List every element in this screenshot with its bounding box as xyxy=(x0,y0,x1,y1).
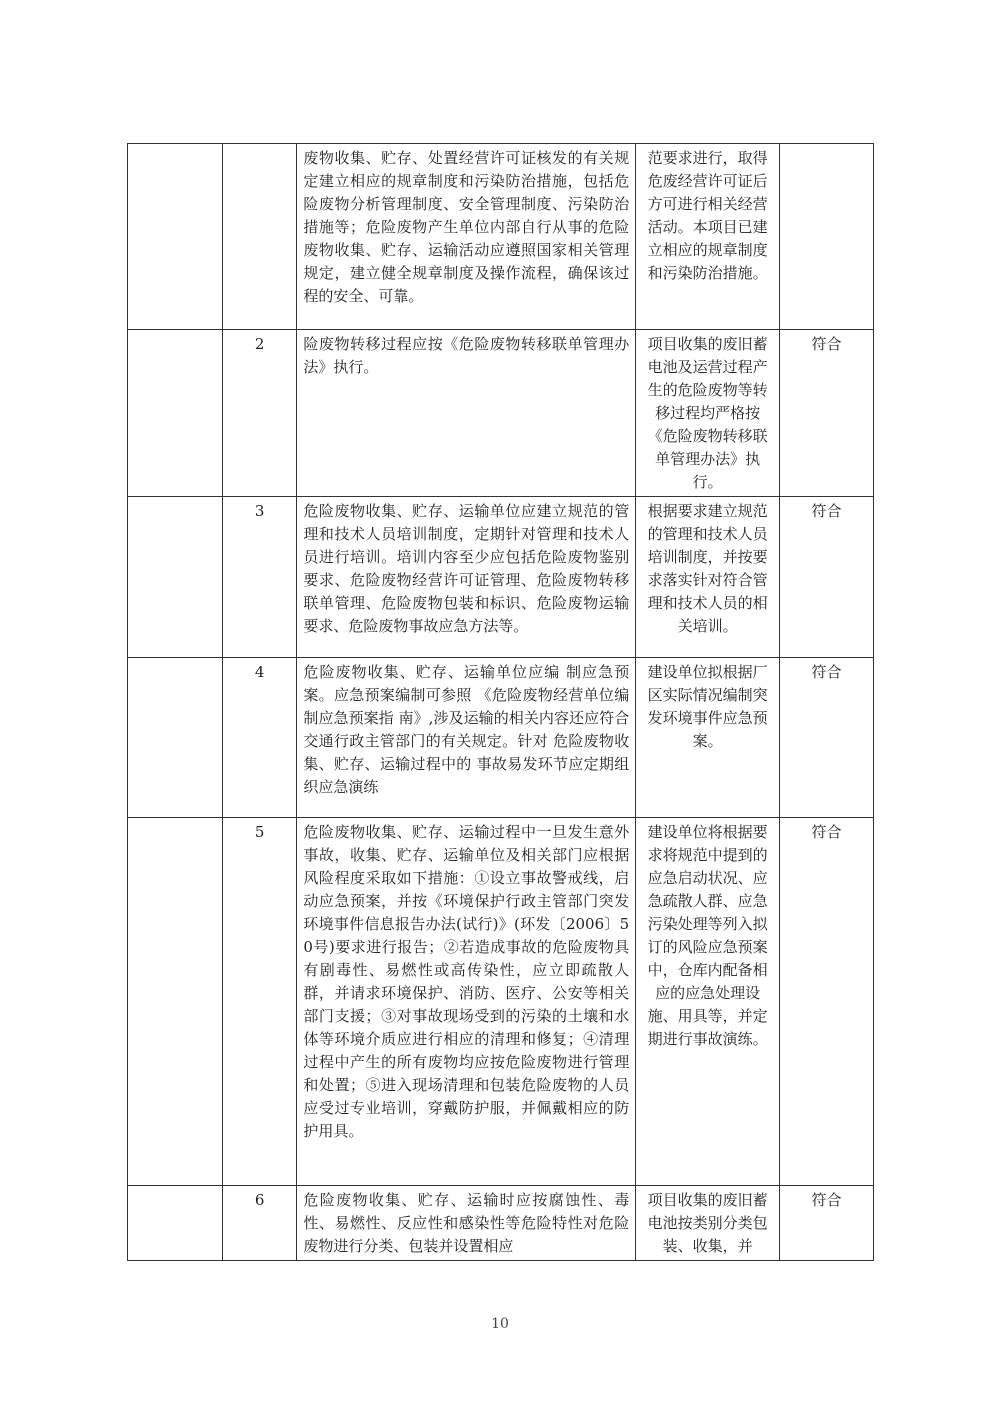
category-cell xyxy=(128,497,223,658)
implementation-text: 建设单位将根据要 求将规范中提到的 应急启动状况、应急疏散人群、应急污染处理等列入拟订的风险应急预案中，仓库内配备相应的应急处理设施、用具等，并定期进行事故演练。 xyxy=(636,818,780,1186)
table-row xyxy=(128,658,874,818)
implementation-text: 项目收集的废旧蓄电池按类别分类包装、收集，并 xyxy=(636,1186,780,1261)
table-row xyxy=(128,818,874,1186)
category-cell xyxy=(128,818,223,1186)
category-cell xyxy=(128,144,223,330)
requirement-text: 危险废物收集、贮存、运输单位应编 制应急预案。应急预案编制可参照 《危险废物经营单位编制应急预案指 南》,涉及运输的相关内容还应符合 交通行政主管部门的有关规定。针对 危险废物收集、贮存、运输过程中的 事故易发环节应定期组织应急演练 xyxy=(297,658,636,818)
result-text: 符合 xyxy=(780,497,874,658)
implementation-text: 根据要求建立规范的管理和技术人员培训制度，并按要求落实针对符合管理和技术人员的相关培训。 xyxy=(636,497,780,658)
table-row xyxy=(128,1186,874,1261)
category-cell xyxy=(128,1186,223,1261)
requirement-text: 险废物转移过程应按《危险废物转移联单管理办法》执行。 xyxy=(297,330,636,497)
result-text: 符合 xyxy=(780,658,874,818)
implementation-text: 范要求进行，取得危废经营许可证后方可进行相关经营活动。本项目已建立相应的规章制度和污染防治措施。 xyxy=(636,144,780,330)
table-row xyxy=(128,497,874,658)
page-number: 10 xyxy=(491,1316,509,1332)
result-text: 符合 xyxy=(780,818,874,1186)
result-text: 符合 xyxy=(780,1186,874,1261)
row-number: 2 xyxy=(222,330,296,497)
row-number: 4 xyxy=(222,658,296,818)
result-text: 符合 xyxy=(780,330,874,497)
compliance-table xyxy=(127,143,874,1261)
category-cell xyxy=(128,330,223,497)
table-row xyxy=(128,144,874,330)
category-cell xyxy=(128,658,223,818)
row-number: 3 xyxy=(222,497,296,658)
requirement-text: 废物收集、贮存、处置经营许可证核发的有关规定建立相应的规章制度和污染防治措施，包括危险废物分析管理制度、安全管理制度、污染防治措施等；危险废物产生单位内部自行从事的危险废物收集、贮存、运输活动应遵照国家相关管理规定，建立健全规章制度及操作流程，确保该过程的安全、可靠。 xyxy=(297,144,636,330)
requirement-text: 危险废物收集、贮存、运输单位应建立规范的管理和技术人员培训制度，定期针对管理和技术人员进行培训。培训内容至少应包括危险废物鉴别要求、危险废物经营许可证管理、危险废物转移联单管理、危险废物包装和标识、危险废物运输要求、危险废物事故应急方法等。 xyxy=(297,497,636,658)
implementation-text: 建设单位拟根据厂区实际情况编制突发环境事件应急预案。 xyxy=(636,658,780,818)
row-number: 5 xyxy=(222,818,296,1186)
requirement-text: 危险废物收集、贮存、运输过程中一旦发生意外事故，收集、贮存、运输单位及相关部门应根据风险程度采取如下措施：①设立事故警戒线，启动应急预案，并按《环境保护行政主管部门突发环境事件信息报告办法(试行)》(环发〔2006〕50号)要求进行报告；②若造成事故的危险废物具有剧毒性、易燃性或高传染性，应立即疏散人群，并请求环境保护、消防、医疗、公安等相关部门支援；③对事故现场受到的污染的土壤和水体等环境介质应进行相应的清理和修复；④清理过程中产生的所有废物均应按危险废物进行管理和处置；⑤进入现场清理和包装危险废物的人员应受过专业培训，穿戴防护服，并佩戴相应的防护用具。 xyxy=(297,818,636,1186)
row-number: 6 xyxy=(222,1186,296,1261)
table-row xyxy=(128,330,874,497)
row-number xyxy=(222,144,296,330)
result-text xyxy=(780,144,874,330)
implementation-text: 项目收集的废旧蓄 电池及运营过程产 生的危险废物等转 移过程均严格按《危险废物转移联单管理办法》执行。 xyxy=(636,330,780,497)
requirement-text: 危险废物收集、贮存、运输时应按腐蚀性、毒性、易燃性、反应性和感染性等危险特性对危险废物进行分类、包装并设置相应 xyxy=(297,1186,636,1261)
